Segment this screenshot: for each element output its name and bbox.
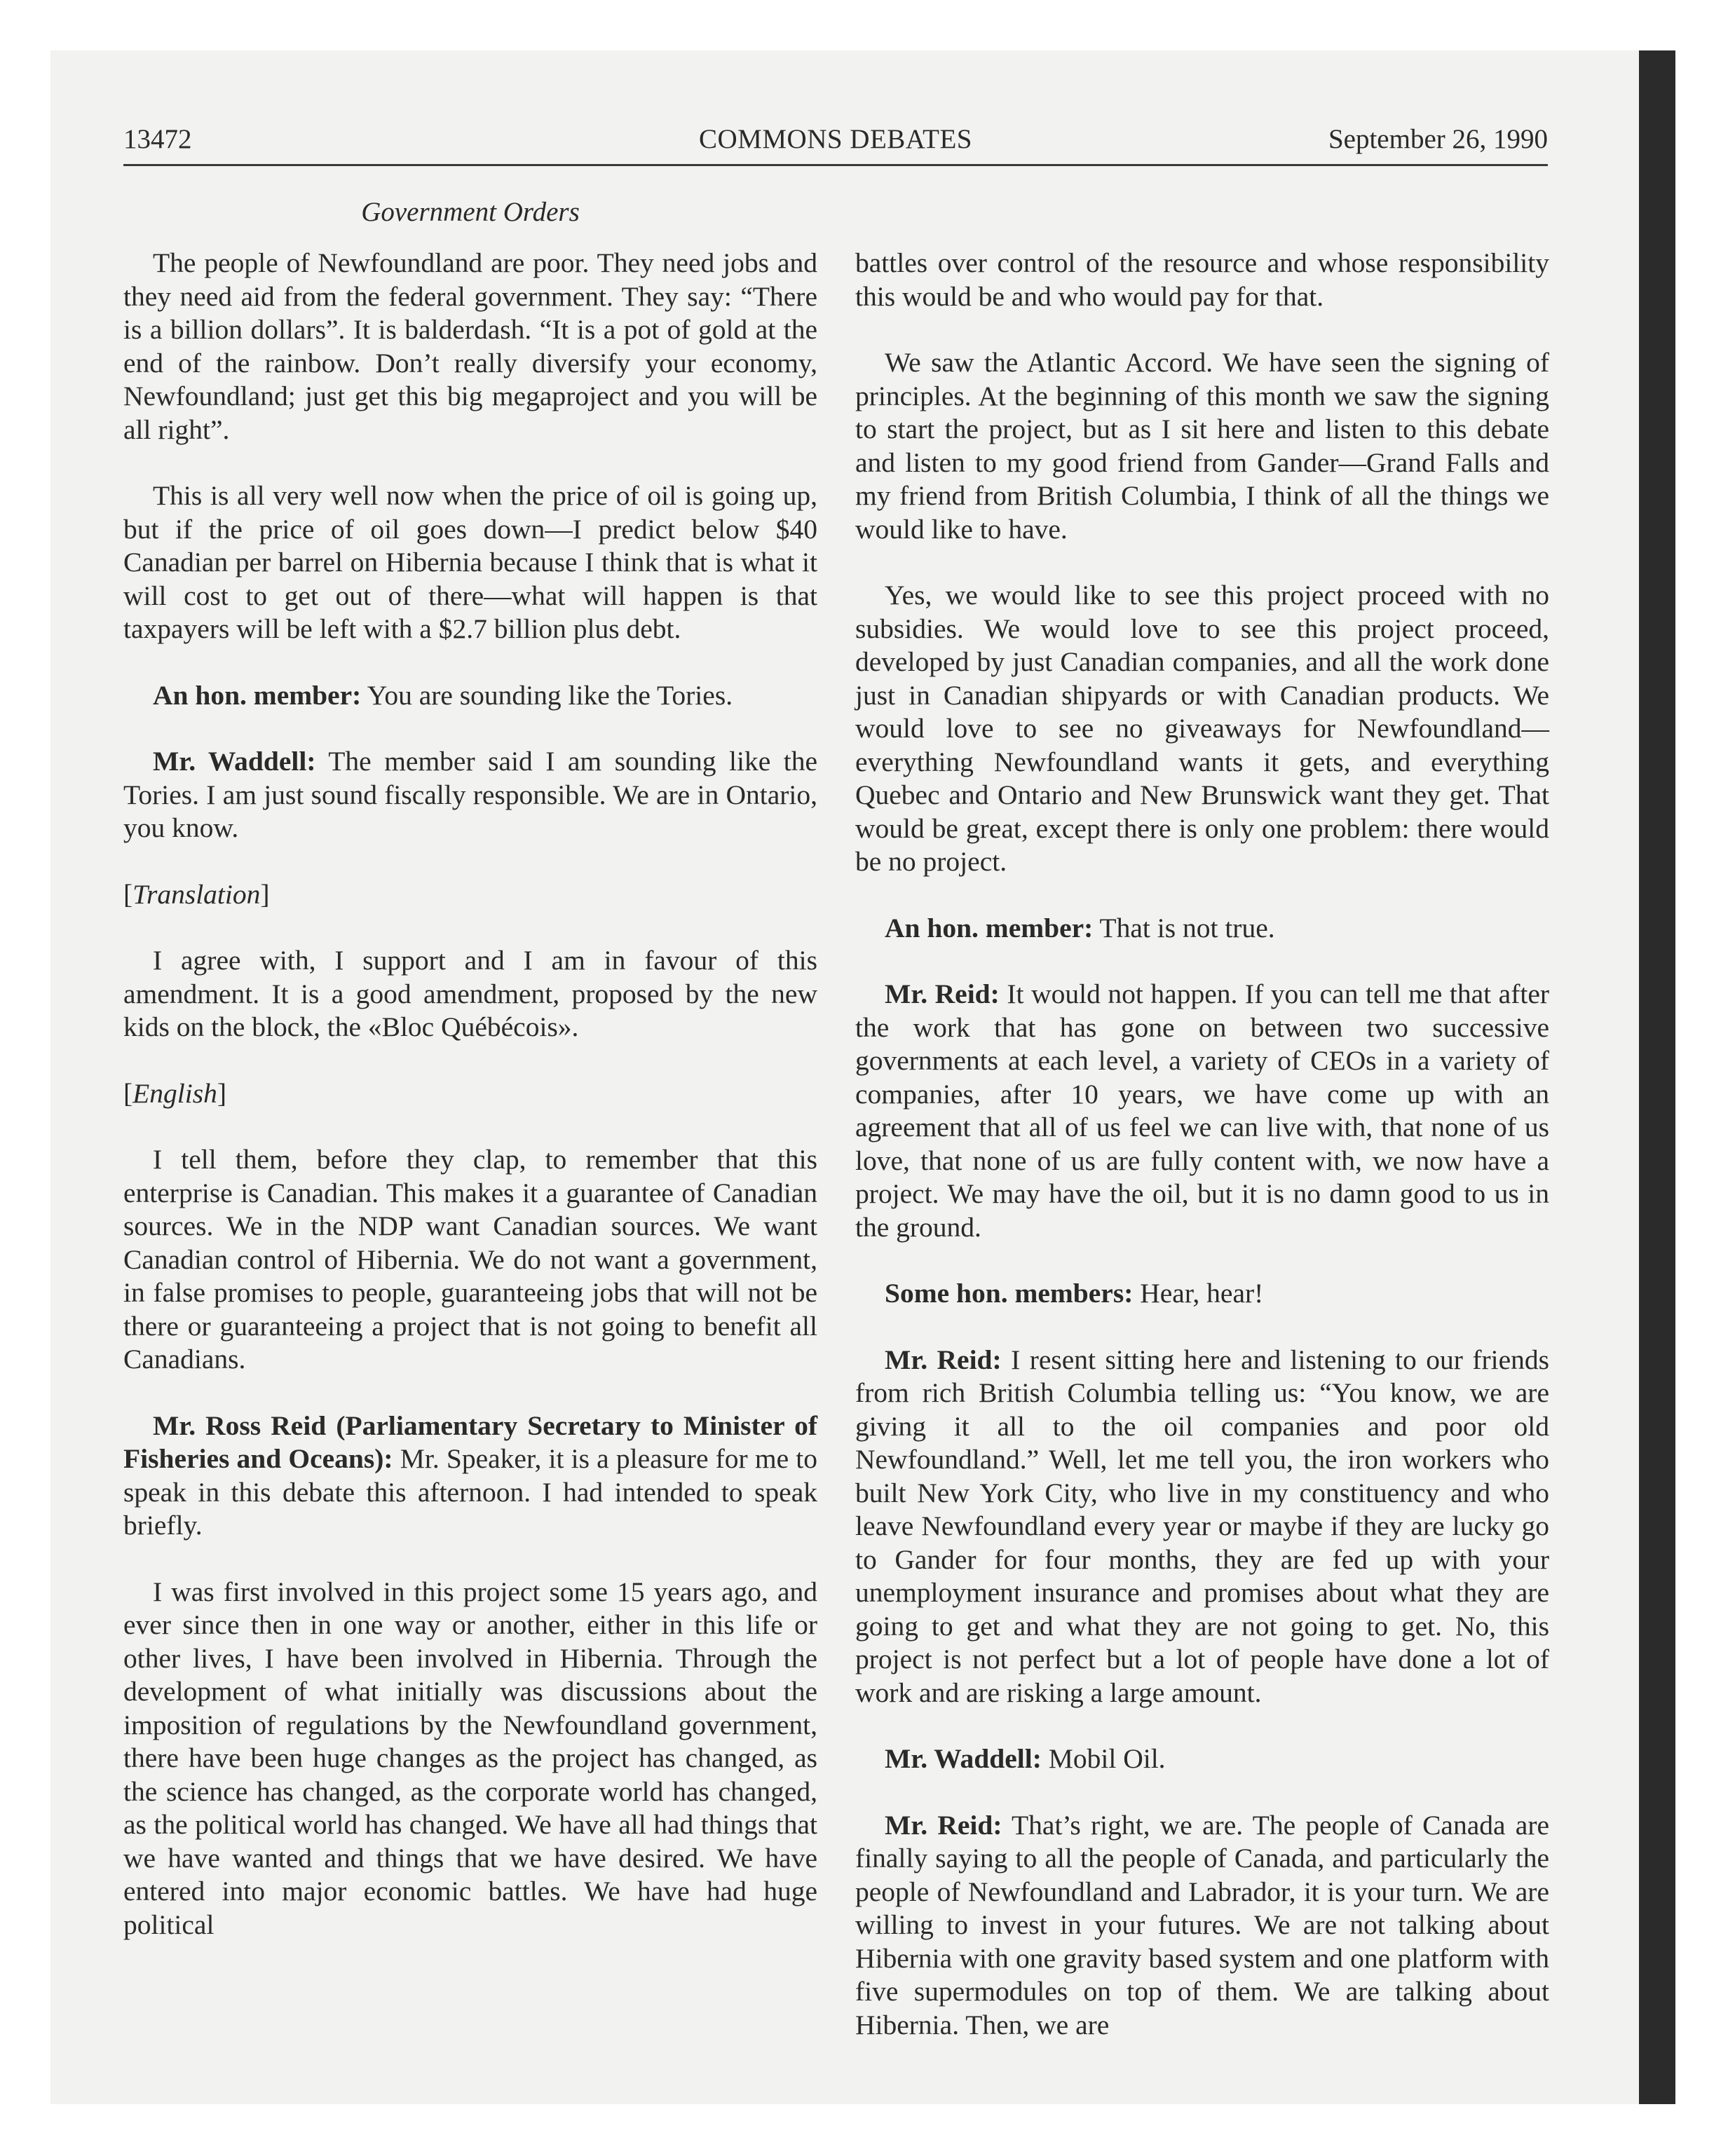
- bracket-open: [: [123, 1077, 133, 1109]
- speaker-name: Mr. Ross Reid (Parliamentary Secretary to Minister of Fisheries and Oceans):: [123, 1410, 817, 1474]
- body-paragraph: I tell them, before they clap, to remember that this enterprise is Canadian. This makes it a guarantee of Canadian sources. We in the NDP want Canadian sources. We want Canadian control of Hibernia. We do not want a government, in false promises to people, guaranteeing jobs that will not be there or guaranteeing a project that is not going to benefit all Canadians.: [123, 1144, 817, 1374]
- language-tag-text: English: [132, 1077, 217, 1109]
- scan-edge: [1639, 50, 1675, 2104]
- right-column: [855, 247, 1549, 2075]
- speech-paragraph: [855, 1742, 1549, 1776]
- speech-paragraph: [855, 1809, 1549, 2042]
- speech-paragraph: [123, 745, 817, 845]
- speaker-name: An hon. member:: [153, 679, 362, 711]
- speech-text: Hear, hear!: [1133, 1278, 1264, 1309]
- page-header: [123, 119, 1548, 161]
- language-tag-text: Translation: [132, 878, 261, 910]
- speech-paragraph: [855, 1344, 1549, 1710]
- body-paragraph: Yes, we would like to see this project proceed with no subsidies. We would love to see this project proceed, developed by just Canadian companies, and all the work done just in Canadian shipyards or with Canadian products. We would love to see no giveaways for Newfoundland—everything Newfoundland wants it gets, and everything Quebec and Ontario and New Brunswick want they get. That would be great, except there is only one problem: there would be no project.: [855, 580, 1549, 877]
- speech-text: That’s right, we are. The people of Canada are finally saying to all the people of Canada, and particularly the people of Newfoundland and Labrador, it is your turn. We are willing to invest in your futures. We are not talking about Hibernia with one gravity based system and one platform with five supermodules on top of them. We are talking about Hibernia. Then, we are: [855, 1809, 1549, 2040]
- speech-text: The member said I am sounding like the Tories. I am just sound fiscally responsible. We are in Ontario, you know.: [123, 746, 817, 843]
- body-paragraph: We saw the Atlantic Accord. We have seen the signing of principles. At the beginning of this month we saw the signing to start the project, but as I sit here and listen to this debate and listen to my good friend from Gander—Grand Falls and my friend from British Columbia, I think of all the things we would like to have.: [855, 347, 1549, 545]
- continued-paragraph: battles over control of the resource and whose responsibility this would be and who would pay for that.: [855, 247, 1549, 312]
- bracket-close: ]: [217, 1077, 227, 1109]
- speech-text: I resent sitting here and listening to our friends from rich British Columbia telling us: “You know, we are giving it all to the oil companies and poor old Newfoundland.” Well, let me tell you, the iron workers who built New York City, who live in my constituency and who leave Newfoundland every year or maybe if they are lucky go to Gander for four months, they are fed up with your unemployment insurance and promises about what they are going to get and what they are not going to get. No, this project is not perfect but a lot of people have done a lot of work and are risking a large amount.: [855, 1344, 1550, 1708]
- speaker-name: Mr. Waddell:: [885, 1743, 1042, 1774]
- body-paragraph: This is all very well now when the price of oil is going up, but if the price of oil goes down—I predict below $40 Canadian per barrel on Hibernia because I think that is what it will cost to get out of there—what will happen is that taxpayers will be left with a $2.7 billion plus debt.: [123, 480, 817, 644]
- language-tag: [123, 878, 817, 912]
- speech-paragraph: [855, 1277, 1549, 1311]
- speaker-name: Mr. Reid:: [885, 978, 1000, 1009]
- body-paragraph: The people of Newfoundland are poor. They need jobs and they need aid from the federal government. They say: “There is a billion dollars”. It is balderdash. “It is a pot of gold at the end of the rainbow. Don’t really diversify your economy, Newfoundland; just get this big megaproject and you will be all right”.: [123, 247, 817, 445]
- header-date: September 26, 1990: [1328, 124, 1548, 154]
- speech-text: It would not happen. If you can tell me that after the work that has gone on between two successive governments at each level, a variety of CEOs in a variety of companies, after 10 years, we have come up with an agreement that all of us feel we can live with, that none of us love, that none of us are fully content with, we now have a project. We may have the oil, but it is no damn good to us in the ground.: [855, 978, 1550, 1243]
- speech-paragraph: [855, 978, 1549, 1244]
- speaker-name: An hon. member:: [885, 912, 1094, 943]
- body-paragraph: I agree with, I support and I am in favour of this amendment. It is a good amendment, proposed by the new kids on the block, the «Bloc Québécois».: [123, 945, 817, 1042]
- language-tag: [123, 1077, 817, 1111]
- speech-text: Mr. Speaker, it is a pleasure for me to speak in this debate this afternoon. I had intended to speak briefly.: [123, 1443, 817, 1541]
- bracket-open: [: [123, 878, 133, 910]
- speech-paragraph: [123, 679, 817, 713]
- speaker-name: Mr. Reid:: [885, 1344, 1002, 1375]
- speaker-name: Mr. Waddell:: [153, 746, 316, 777]
- speech-paragraph: [123, 1410, 817, 1543]
- journal-title: COMMONS DEBATES: [699, 124, 972, 154]
- speaker-name: Some hon. members:: [885, 1278, 1134, 1309]
- speech-text: Mobil Oil.: [1041, 1743, 1166, 1774]
- bracket-close: ]: [260, 878, 270, 910]
- speech-text: You are sounding like the Tories.: [361, 679, 733, 711]
- left-column: [123, 247, 817, 1974]
- body-paragraph: I was first involved in this project some 15 years ago, and ever since then in one way or another, either in this life or other lives, I have been involved in Hibernia. Through the development of what initially was discussions about the imposition of regulations by the Newfoundland government, there have been huge changes as the project has changed, as the science has changed, as the corporate world has changed, as the political world has changed. We have all had things that we have wanted and things that we have desired. We have entered into major economic battles. We have had huge political: [123, 1576, 817, 1940]
- page-number: 13472: [123, 124, 192, 154]
- section-heading: Government Orders: [361, 197, 580, 227]
- speaker-name: Mr. Reid:: [885, 1809, 1002, 1841]
- speech-text: That is not true.: [1093, 912, 1275, 943]
- speech-paragraph: [855, 912, 1549, 946]
- header-rule: [123, 164, 1548, 166]
